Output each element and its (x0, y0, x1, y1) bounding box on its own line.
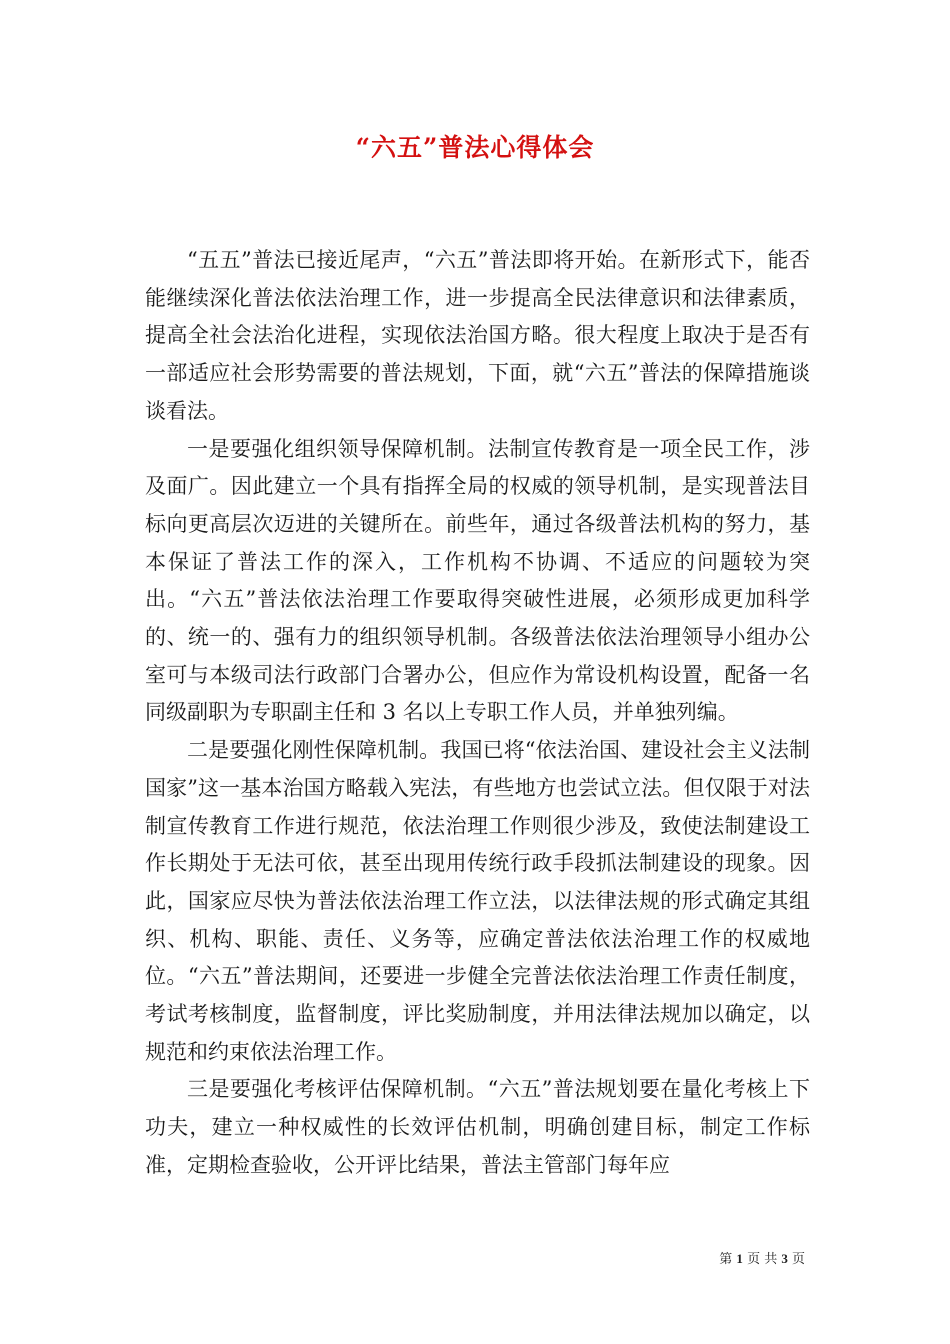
paragraph-assessment: 三是要强化考核评估保障机制。“六五”普法规划要在量化考核上下功夫，建立一种权威性的长效评估机制，明确创建目标，制定工作标准，定期检查验收，公开评比结果，普法主管部门每年应 (145, 1077, 810, 1177)
footer-prefix: 第 (719, 1252, 733, 1267)
paragraph-organization: 一是要强化组织领导保障机制。法制宣传教育是一项全民工作，涉及面广。因此建立一个具有指挥全局的权威的领导机制，是实现普法目标向更高层次迈进的关键所在。前些年，通过各级普法机构的努力，基本保证了普法工作的深入，工作机构不协调、不适应的问题较为突出。“六五”普法依法治理工作要取得突破性进展，必须形成更加科学的、统一的、强有力的组织领导机制。各级普法依法治理领导小组办公室可与本级司法行政部门合署办公，但应作为常设机构设置，配备一名同级副职为专职副主任和 3 名以上专职工作人员，并单独列编。 (145, 436, 810, 725)
footer-suffix: 页 (791, 1252, 805, 1267)
page-footer (719, 1248, 805, 1267)
footer-total-pages: 3 (781, 1251, 788, 1266)
document-body (145, 242, 810, 1185)
document-title: “六五”普法心得体会 (355, 133, 595, 162)
footer-middle: 页 共 (747, 1252, 778, 1267)
paragraph-intro: “五五”普法已接近尾声，“六五”普法即将开始。在新形式下，能否能继续深化普法依法治理工作，进一步提高全民法律意识和法律素质，提高全社会法治化进程，实现依法治国方略。很大程度上取决于是否有一部适应社会形势需要的普法规划，下面，就“六五”普法的保障措施谈谈看法。 (145, 248, 810, 423)
footer-page-number: 1 (736, 1251, 743, 1266)
paragraph-rigidity: 二是要强化刚性保障机制。我国已将“依法治国、建设社会主义法制国家”这一基本治国方略载入宪法，有些地方也尝试立法。但仅限于对法制宣传教育工作进行规范，依法治理工作则很少涉及，致使法制建设工作长期处于无法可依，甚至出现用传统行政手段抓法制建设的现象。因此，国家应尽快为普法依法治理工作立法，以法律法规的形式确定其组织、机构、职能、责任、义务等，应确定普法依法治理工作的权威地位。“六五”普法期间，还要进一步健全完普法依法治理工作责任制度，考试考核制度，监督制度，评比奖励制度，并用法律法规加以确定，以规范和约束依法治理工作。 (145, 738, 810, 1064)
